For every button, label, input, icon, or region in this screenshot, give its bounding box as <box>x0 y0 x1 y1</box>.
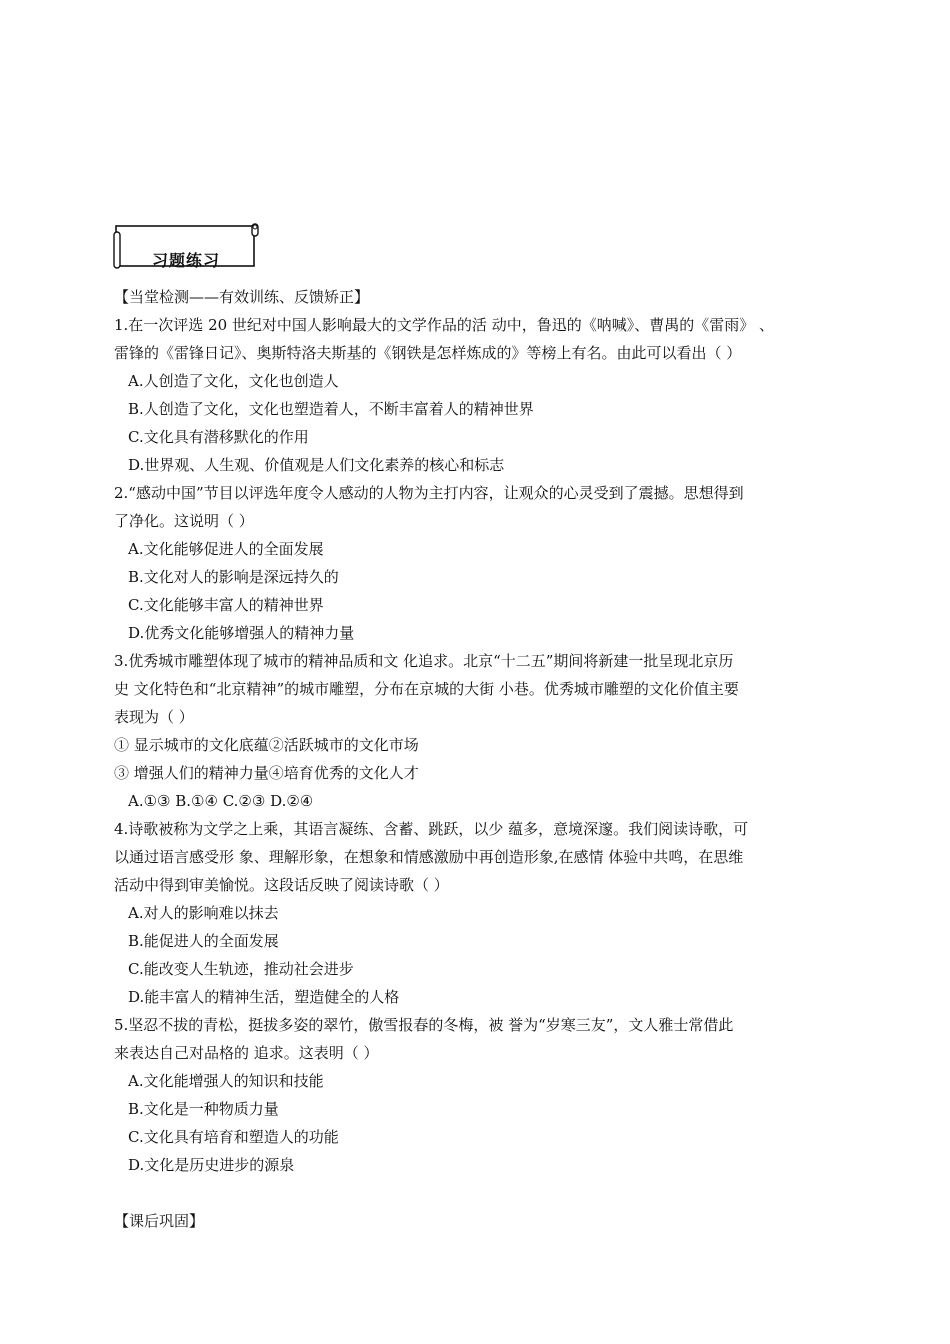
question-stem-line: 5.坚忍不拔的青松，挺拔多姿的翠竹，傲雪报春的冬梅，被 誉为“岁寒三友”，文人雅士常借此 <box>114 1016 734 1034</box>
statement-line: ③ 增强人们的精神力量④培育优秀的文化人才 <box>114 764 419 782</box>
exercise-content <box>114 283 840 1235</box>
question-stem-line: 了净化。这说明（ ） <box>114 512 254 530</box>
option-d: D.世界观、人生观、价值观是人们文化素养的核心和标志 <box>128 456 505 474</box>
question-stem-line: 3.优秀城市雕塑体现了城市的精神品质和文 化追求。北京“十二五”期间将新建一批呈现北京历 <box>114 652 734 670</box>
section-banner <box>112 222 260 270</box>
option-c: C.文化具有培育和塑造人的功能 <box>128 1128 339 1146</box>
section-heading-after-class: 【课后巩固】 <box>114 1212 205 1230</box>
option-b: B.文化对人的影响是深远持久的 <box>128 568 339 586</box>
question-5 <box>114 1011 840 1179</box>
question-stem-line: 来表达自己对品格的 追求。这表明（ ） <box>114 1044 379 1062</box>
option-a: A.人创造了文化，文化也创造人 <box>128 372 339 390</box>
option-d: D.文化是历史进步的源泉 <box>128 1156 295 1174</box>
question-stem-line: 史 文化特色和“北京精神”的城市雕塑，分布在京城的大街 小巷。优秀城市雕塑的文化价值主要 <box>114 680 739 698</box>
question-stem-line: 2.“感动中国”节目以评选年度令人感动的人物为主打内容，让观众的心灵受到了震撼。思想得到 <box>114 484 744 502</box>
option-b: B.人创造了文化，文化也塑造着人，不断丰富着人的精神世界 <box>128 400 534 418</box>
question-stem-line: 1.在一次评选 20 世纪对中国人影响最大的文学作品的活 动中，鲁迅的《呐喊》、曹禺的《雷雨》 、 <box>114 316 774 334</box>
statement-line: ① 显示城市的文化底蕴②活跃城市的文化市场 <box>114 736 419 754</box>
question-stem-line: 活动中得到审美愉悦。这段话反映了阅读诗歌（ ） <box>114 876 449 894</box>
option-c: C.能改变人生轨迹，推动社会进步 <box>128 960 354 978</box>
option-c: C.文化能够丰富人的精神世界 <box>128 596 324 614</box>
question-4 <box>114 815 840 1011</box>
option-a: A.文化能够促进人的全面发展 <box>128 540 324 558</box>
question-2 <box>114 479 840 647</box>
option-a: A.对人的影响难以抹去 <box>128 904 279 922</box>
question-3 <box>114 647 840 815</box>
question-stem-line: 以通过语言感受形 象、理解形象，在想象和情感激励中再创造形象,在感情 体验中共鸣，在思维 <box>114 848 744 866</box>
question-stem-line: 4.诗歌被称为文学之上乘，其语言凝练、含蓄、跳跃，以少 蕴多，意境深邃。我们阅读诗歌，可 <box>114 820 749 838</box>
option-b: B.文化是一种物质力量 <box>128 1100 279 1118</box>
option-d: D.能丰富人的精神生活，塑造健全的人格 <box>128 988 400 1006</box>
section-heading: 【当堂检测——有效训练、反馈矫正】 <box>114 288 370 306</box>
option-b: B.能促进人的全面发展 <box>128 932 279 950</box>
question-stem-line: 雷锋的《雷锋日记》、奥斯特洛夫斯基的《钢铁是怎样炼成的》等榜上有名。由此可以看出（ ） <box>114 344 742 362</box>
spacer <box>114 1179 840 1207</box>
option-a: A.文化能增强人的知识和技能 <box>128 1072 324 1090</box>
question-stem-line: 表现为（ ） <box>114 708 194 726</box>
question-1 <box>114 311 840 479</box>
option-choices: A.①③ B.①④ C.②③ D.②④ <box>128 792 314 810</box>
option-c: C.文化具有潜移默化的作用 <box>128 428 309 446</box>
option-d: D.优秀文化能够增强人的精神力量 <box>128 624 355 642</box>
banner-title: 习题练习 <box>151 251 220 270</box>
